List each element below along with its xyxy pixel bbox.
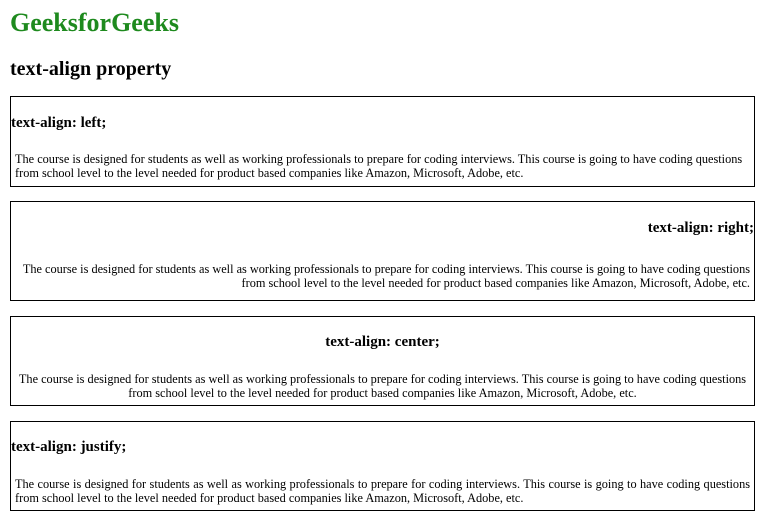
text-align-left-paragraph: The course is designed for students as well as working professionals to prepare for coding interviews. This course is going to have coding questions from school level to the level needed for product based companies like Amazon, Microsoft, Adobe, etc.	[15, 152, 743, 180]
text-align-right-box	[10, 201, 755, 301]
text-align-justify-paragraph: The course is designed for students as well as working professionals to prepare for coding interviews. This course is going to have coding questions from school level to the level needed for product based companies like Amazon, Microsoft, Adobe, etc.	[15, 477, 750, 505]
text-align-left-heading: text-align: left;	[11, 115, 107, 131]
text-align-center-heading: text-align: center;	[325, 334, 440, 350]
text-align-left-box	[10, 96, 755, 187]
text-align-right-heading: text-align: right;	[647, 220, 754, 236]
text-align-justify-heading: text-align: justify;	[11, 439, 127, 455]
text-align-center-paragraph: The course is designed for students as well as working professionals to prepare for coding interviews. This course is going to have coding questions from school level to the level needed for product based companies like Amazon, Microsoft, Adobe, etc.	[18, 372, 747, 400]
text-align-justify-box	[10, 421, 755, 511]
site-title: GeeksforGeeks	[10, 8, 179, 37]
text-align-center-box	[10, 316, 755, 406]
page-title: text-align property	[10, 58, 172, 80]
text-align-right-paragraph: The course is designed for students as well as working professionals to prepare for coding interviews. This course is going to have coding questions from school level to the level needed for product based companies like Amazon, Microsoft, Adobe, etc.	[22, 262, 750, 290]
